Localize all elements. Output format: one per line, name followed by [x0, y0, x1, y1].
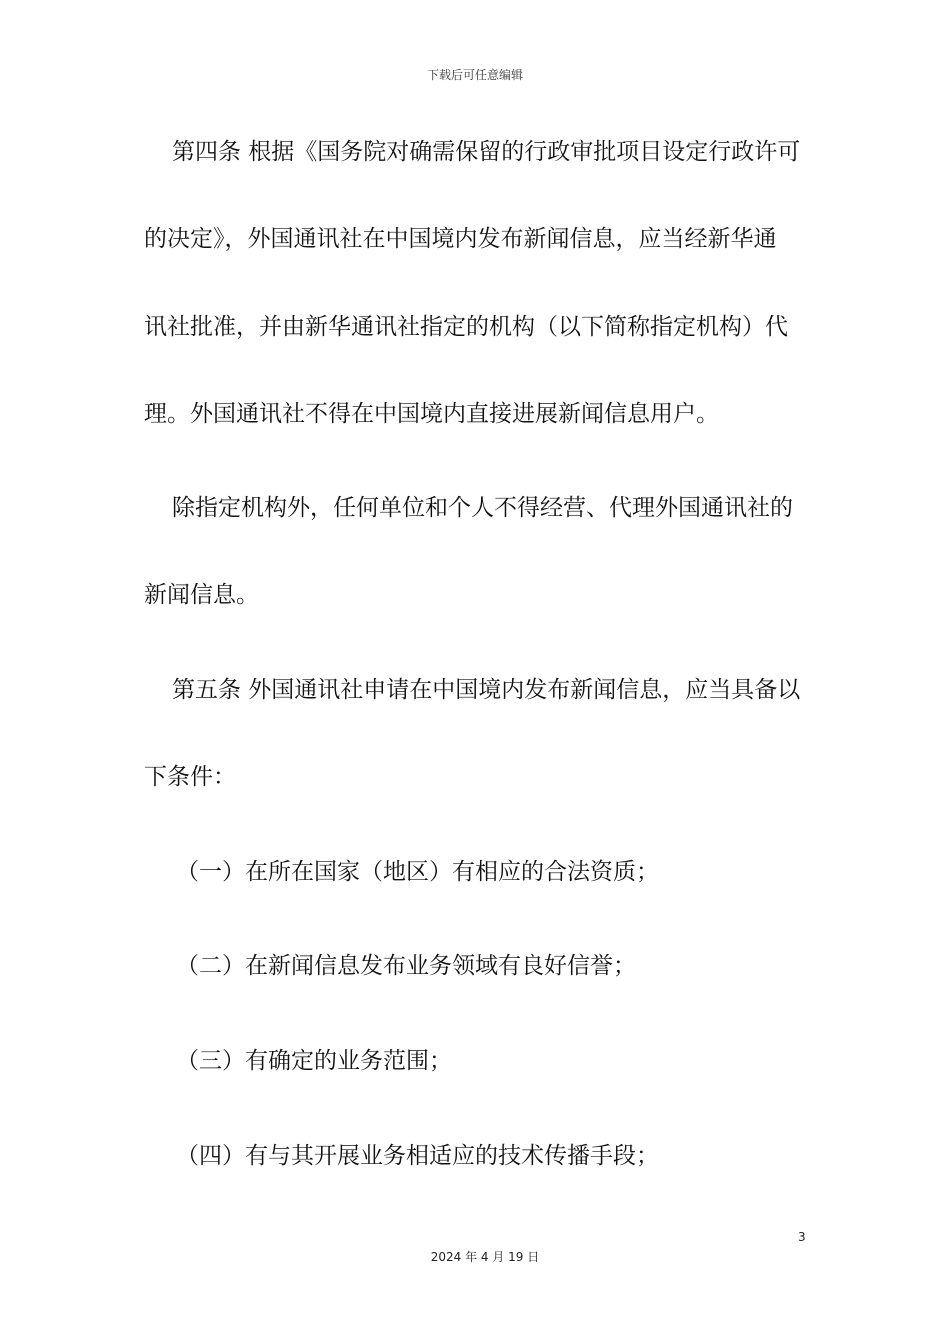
condition-item-2: （二）在新闻信息发布业务领域有良好信誉； [176, 953, 636, 979]
article-4-line-4: 理。外国通讯社不得在中国境内直接进展新闻信息用户。 [144, 401, 719, 427]
article-4-para-2-line-1: 除指定机构外，任何单位和个人不得经营、代理外国通讯社的 [172, 495, 793, 521]
article-5-line-1: 第五条 外国通讯社申请在中国境内发布新闻信息，应当具备以 [172, 677, 801, 703]
footer-date: 2024 年 4 月 19 日 [430, 1250, 540, 1264]
condition-item-1: （一）在所在国家（地区）有相应的合法资质； [176, 859, 659, 885]
article-4-para-2-line-2: 新闻信息。 [144, 582, 259, 608]
article-4-line-3: 讯社批准，并由新华通讯社指定的机构（以下简称指定机构）代 [144, 314, 788, 340]
condition-item-4: （四）有与其开展业务相适应的技术传播手段； [176, 1143, 659, 1169]
article-4-line-1: 第四条 根据《国务院对确需保留的行政审批项目设定行政许可 [172, 139, 801, 165]
page-number: 3 [798, 1230, 806, 1244]
header-note: 下载后可任意编辑 [426, 68, 523, 82]
article-4-line-2: 的决定》，外国通讯社在中国境内发布新闻信息，应当经新华通 [144, 226, 777, 252]
condition-item-3: （三）有确定的业务范围； [176, 1048, 452, 1074]
article-5-line-2: 下条件： [144, 764, 236, 790]
